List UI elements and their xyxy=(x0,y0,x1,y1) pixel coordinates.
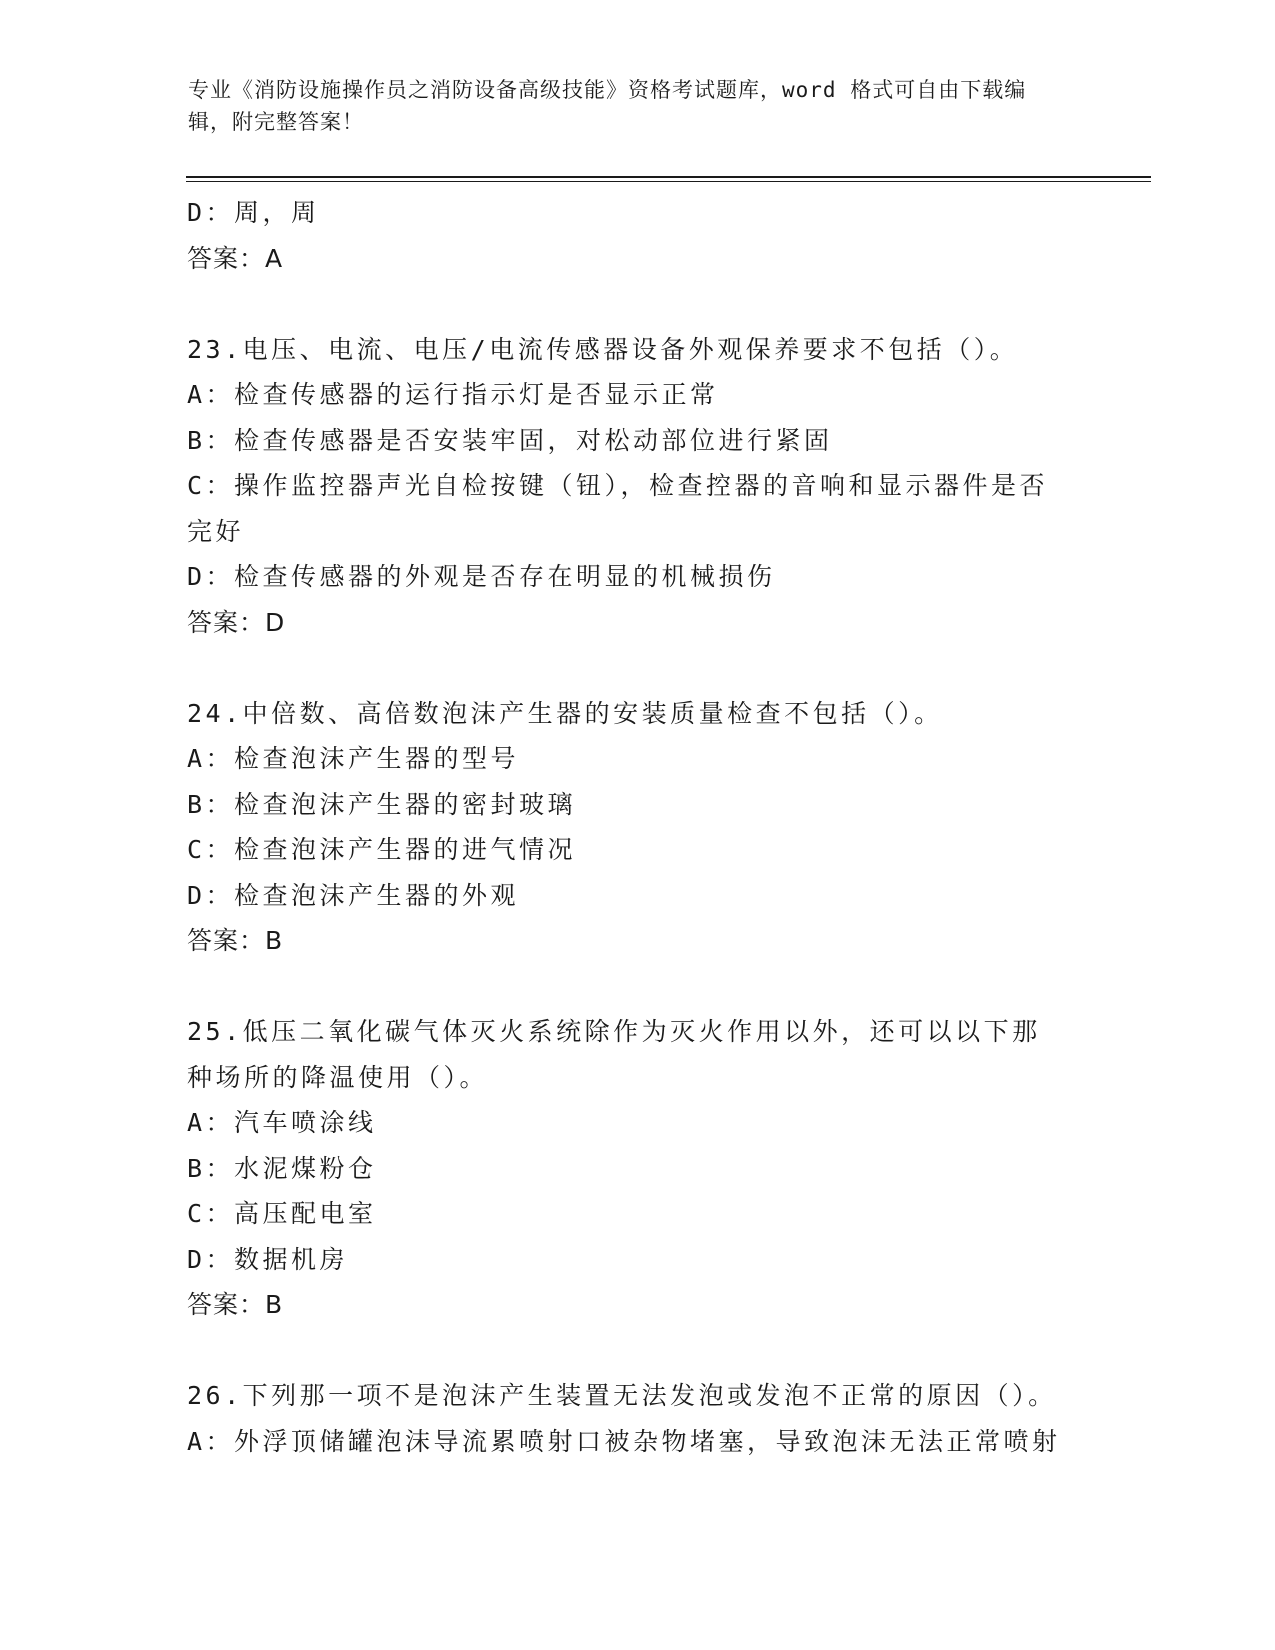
header-divider-thick xyxy=(186,176,1151,178)
answer: 答案：D xyxy=(187,607,286,637)
option-d-prev: D：周，周 xyxy=(187,198,320,227)
spacer xyxy=(187,1328,1067,1374)
option-a: A：检查泡沫产生器的型号 xyxy=(187,744,520,773)
answer: 答案：B xyxy=(187,1290,284,1319)
option-b: B：检查传感器是否安装牢固，对松动部位进行紧固 xyxy=(187,425,833,455)
question-24 xyxy=(187,691,1067,964)
option-c: C：操作监控器声光自检按键（钮），检查控器的音响和显示器件是否完好 xyxy=(187,471,1049,546)
question-23 xyxy=(187,327,1067,646)
option-a: A：检查传感器的运行指示灯是否显示正常 xyxy=(187,380,719,409)
option-d: D：数据机房 xyxy=(187,1244,349,1274)
option-c: C：高压配电室 xyxy=(187,1199,377,1228)
option-c: C：检查泡沫产生器的进气情况 xyxy=(187,835,577,864)
option-b: B：检查泡沫产生器的密封玻璃 xyxy=(187,789,577,819)
answer: 答案：B xyxy=(187,926,284,955)
header-divider-thin xyxy=(186,181,1151,182)
question-stem: 24.中倍数、高倍数泡沫产生器的安装质量检查不包括（）。 xyxy=(187,698,943,728)
document-header: 专业《消防设施操作员之消防设备高级技能》资格考试题库，word 格式可自由下载编辑，附完整答案！ xyxy=(188,78,1027,134)
spacer xyxy=(187,645,1067,691)
option-d: D：检查泡沫产生器的外观 xyxy=(187,880,520,910)
answer-prev: 答案：A xyxy=(187,243,284,273)
question-content xyxy=(187,190,1067,1464)
option-d: D：检查传感器的外观是否存在明显的机械损伤 xyxy=(187,562,776,591)
option-a: A：汽车喷涂线 xyxy=(187,1108,377,1137)
question-stem: 25.低压二氧化碳气体灭火系统除作为灭火作用以外，还可以以下那种场所的降温使用（）。 xyxy=(187,1017,1041,1092)
question-26 xyxy=(187,1373,1067,1464)
option-b: B：水泥煤粉仓 xyxy=(187,1153,377,1183)
question-25 xyxy=(187,1009,1067,1328)
spacer xyxy=(187,281,1067,327)
option-a: A：外浮顶储罐泡沫导流累喷射口被杂物堵塞，导致泡沫无法正常喷射 xyxy=(187,1426,1061,1456)
question-stem: 23.电压、电流、电压/电流传感器设备外观保养要求不包括（）。 xyxy=(187,334,1019,364)
spacer xyxy=(187,964,1067,1010)
question-stem: 26.下列那一项不是泡沫产生装置无法发泡或发泡不正常的原因（）。 xyxy=(187,1381,1057,1410)
